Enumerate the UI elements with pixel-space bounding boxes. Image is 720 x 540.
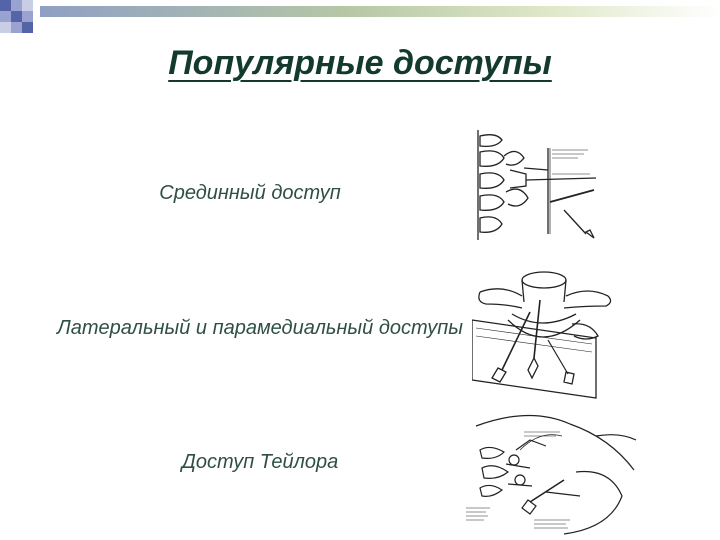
approach-label-lateral-paramedian: Латеральный и парамедиальный доступы: [57, 317, 463, 339]
approach-label-taylor: Доступ Тейлора: [181, 451, 339, 473]
taylor-approach-spine-icon: [460, 410, 640, 540]
header-gradient-bar: [40, 6, 720, 17]
paramedian-approach-spine-icon: [472, 262, 622, 400]
slide-title: Популярные доступы: [168, 44, 552, 82]
midline-approach-spine-icon: [466, 128, 616, 242]
approach-label-midline: Срединный доступ: [159, 182, 341, 204]
header-decoration: [0, 0, 44, 40]
